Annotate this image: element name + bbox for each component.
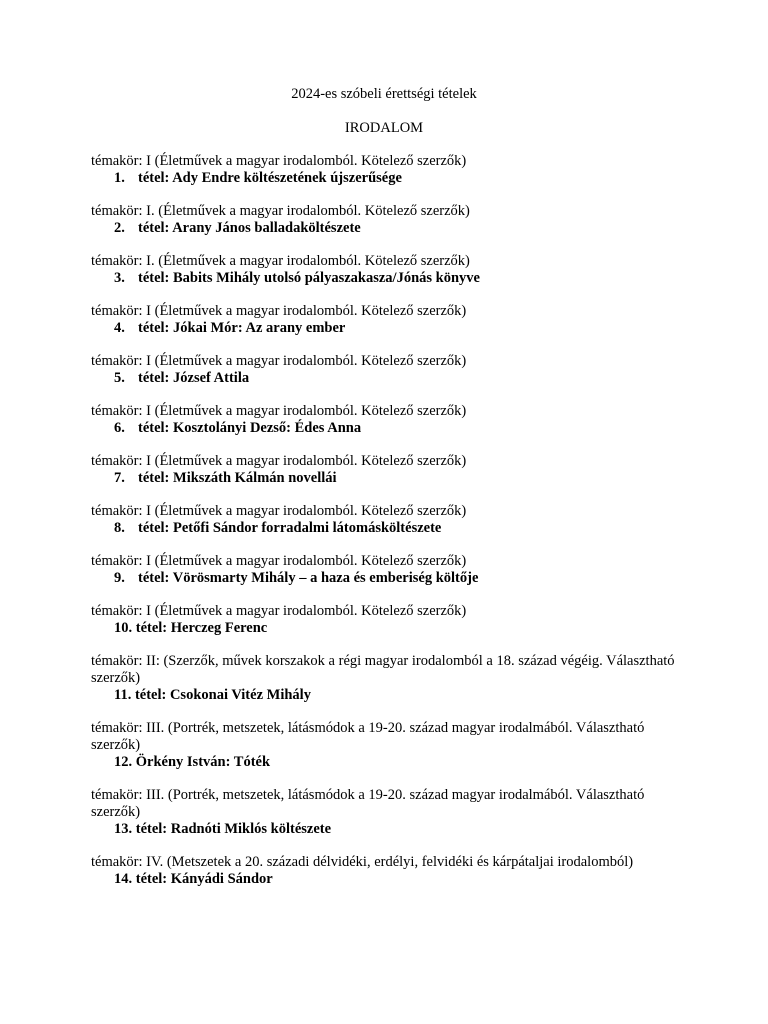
item-title <box>91 821 691 838</box>
item-number: 2. <box>114 220 125 236</box>
list-item <box>91 203 691 237</box>
item-title <box>91 470 691 487</box>
topic-text: témakör: I (Életművek a magyar irodalomból. Kötelező szerzők) <box>91 353 467 369</box>
item-text: 12. Örkény István: Tóték <box>114 754 271 770</box>
list-item <box>91 303 691 337</box>
topic-text: témakör: IV. (Metszetek a 20. századi délvidéki, erdélyi, felvidéki és kárpátaljai irodalomból) <box>91 854 634 870</box>
item-number: 1. <box>114 170 125 186</box>
item-number: 6. <box>114 420 125 436</box>
list-item <box>91 603 691 637</box>
topic-text: témakör: I (Életművek a magyar irodalomból. Kötelező szerzők) <box>91 153 467 169</box>
item-title <box>91 570 691 587</box>
topic-text: témakör: I (Életművek a magyar irodalomból. Kötelező szerzők) <box>91 453 467 469</box>
item-title <box>91 520 691 537</box>
item-title <box>91 620 691 637</box>
item-text: 11. tétel: Csokonai Vitéz Mihály <box>114 687 311 703</box>
document-subject-heading: IRODALOM <box>344 120 424 136</box>
list-item <box>91 253 691 287</box>
item-text: tétel: Kosztolányi Dezső: Édes Anna <box>138 420 362 436</box>
topic-text: témakör: I (Életművek a magyar irodalomból. Kötelező szerzők) <box>91 503 467 519</box>
item-title <box>91 754 691 771</box>
topic-text: témakör: I (Életművek a magyar irodalomból. Kötelező szerzők) <box>91 603 467 619</box>
item-title <box>91 871 691 888</box>
item-text: tétel: Arany János balladaköltészete <box>138 220 361 236</box>
topic-text: témakör: I. (Életművek a magyar irodalomból. Kötelező szerzők) <box>91 203 470 219</box>
topic-text: témakör: I. (Életművek a magyar irodalomból. Kötelező szerzők) <box>91 253 470 269</box>
item-number: 3. <box>114 270 125 286</box>
item-text: tétel: Babits Mihály utolsó pályaszakasza/Jónás könyve <box>138 270 480 286</box>
list-item <box>91 403 691 437</box>
item-number: 8. <box>114 520 125 536</box>
item-number: 9. <box>114 570 125 586</box>
item-number: 5. <box>114 370 125 386</box>
item-text: tétel: Petőfi Sándor forradalmi látomásköltészete <box>138 520 442 536</box>
item-number: 4. <box>114 320 125 336</box>
item-title <box>91 687 691 704</box>
topic-list <box>91 153 691 904</box>
list-item <box>91 153 691 187</box>
item-text: tétel: Mikszáth Kálmán novellái <box>138 470 337 486</box>
item-title <box>91 320 691 337</box>
item-number: 7. <box>114 470 125 486</box>
item-text: 14. tétel: Kányádi Sándor <box>114 871 273 887</box>
item-title <box>91 270 691 287</box>
list-item <box>91 353 691 387</box>
item-text: tétel: Jókai Mór: Az arany ember <box>138 320 346 336</box>
list-item <box>91 653 691 704</box>
topic-text: témakör: II: (Szerzők, művek korszakok a régi magyar irodalomból a 18. század végéig. Választható szerzők) <box>91 653 675 686</box>
item-text: tétel: Vörösmarty Mihály – a haza és emberiség költője <box>138 570 479 586</box>
item-text: 13. tétel: Radnóti Miklós költészete <box>114 821 332 837</box>
document-title: 2024-es szóbeli érettségi tételek <box>291 86 477 102</box>
topic-text: témakör: III. (Portrék, metszetek, látásmódok a 19-20. század magyar irodalmából. Választható szerzők) <box>91 720 645 753</box>
topic-text: témakör: I (Életművek a magyar irodalomból. Kötelező szerzők) <box>91 403 467 419</box>
list-item <box>91 720 691 771</box>
topic-text: témakör: I (Életművek a magyar irodalomból. Kötelező szerzők) <box>91 303 467 319</box>
list-item <box>91 553 691 587</box>
item-text: tétel: József Attila <box>138 370 250 386</box>
list-item <box>91 453 691 487</box>
list-item <box>91 787 691 838</box>
item-text: 10. tétel: Herczeg Ferenc <box>114 620 268 636</box>
item-title <box>91 420 691 437</box>
list-item <box>91 854 691 888</box>
item-title <box>91 220 691 237</box>
list-item <box>91 503 691 537</box>
item-text: tétel: Ady Endre költészetének újszerűsége <box>138 170 402 186</box>
item-title <box>91 370 691 387</box>
topic-text: témakör: III. (Portrék, metszetek, látásmódok a 19-20. század magyar irodalmából. Választható szerzők) <box>91 787 645 820</box>
topic-text: témakör: I (Életművek a magyar irodalomból. Kötelező szerzők) <box>91 553 467 569</box>
item-title <box>91 170 691 187</box>
